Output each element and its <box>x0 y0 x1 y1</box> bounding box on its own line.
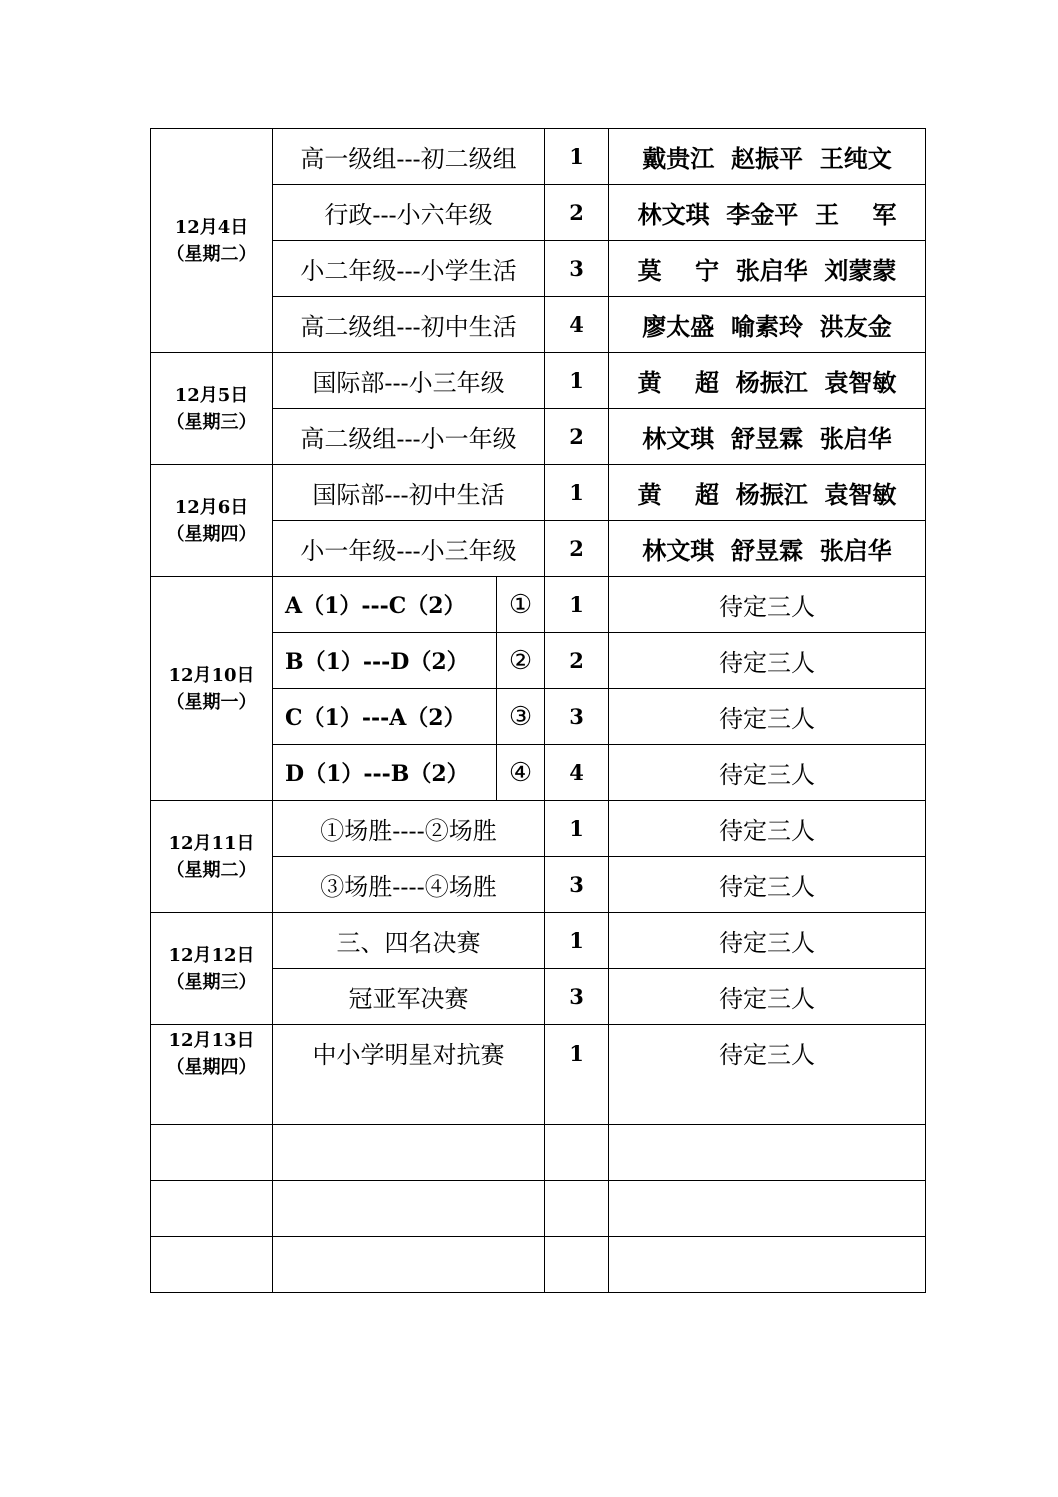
court-cell: 3 <box>545 241 609 297</box>
referees-cell: 黄 超 杨振江 袁智敏 <box>609 353 926 409</box>
match-cell: 国际部---小三年级 <box>273 353 545 409</box>
court-cell: 3 <box>545 969 609 1025</box>
blank-cell <box>545 1181 609 1237</box>
blank-cell <box>545 1125 609 1181</box>
date-label: 12月5日 <box>174 384 249 406</box>
match-cell: 三、四名决赛 <box>273 913 545 969</box>
referee-schedule-table <box>150 128 926 1293</box>
date-cell <box>151 353 273 465</box>
match-cell: 高一级组---初二级组 <box>273 129 545 185</box>
court-cell: 2 <box>545 521 609 577</box>
court-cell: 4 <box>545 745 609 801</box>
referees-cell: 莫 宁 张启华 刘蒙蒙 <box>609 241 926 297</box>
court-cell: 1 <box>545 1025 609 1125</box>
weekday-label: （星期三） <box>166 971 257 993</box>
date-cell <box>151 577 273 801</box>
table-row <box>151 129 926 185</box>
referees-cell: 待定三人 <box>609 801 926 857</box>
date-label: 12月10日 <box>168 664 255 686</box>
game-number-cell: ③ <box>497 689 545 745</box>
date-cell <box>151 913 273 1025</box>
date-cell <box>151 129 273 353</box>
table-row <box>151 913 926 969</box>
weekday-label: （星期一） <box>166 691 257 713</box>
match-cell: 中小学明星对抗赛 <box>273 1025 545 1125</box>
court-cell: 1 <box>545 353 609 409</box>
blank-cell <box>609 1237 926 1293</box>
court-cell: 4 <box>545 297 609 353</box>
date-cell <box>151 465 273 577</box>
match-cell: ③场胜----④场胜 <box>273 857 545 913</box>
court-cell: 1 <box>545 465 609 521</box>
match-cell: C（1）---A（2） <box>273 689 497 745</box>
table-row <box>151 801 926 857</box>
game-number-cell: ① <box>497 577 545 633</box>
court-cell: 1 <box>545 129 609 185</box>
match-cell: 高二级组---初中生活 <box>273 297 545 353</box>
blank-row <box>151 1237 926 1293</box>
referees-cell: 戴贵江 赵振平 王纯文 <box>609 129 926 185</box>
blank-cell <box>609 1125 926 1181</box>
court-cell: 2 <box>545 633 609 689</box>
game-number-cell: ④ <box>497 745 545 801</box>
referees-cell: 待定三人 <box>609 913 926 969</box>
referees-cell: 待定三人 <box>609 969 926 1025</box>
weekday-label: （星期四） <box>166 1057 257 1078</box>
date-label: 12月13日 <box>168 1030 255 1051</box>
referees-cell: 黄 超 杨振江 袁智敏 <box>609 465 926 521</box>
table-row <box>151 577 926 633</box>
court-cell: 1 <box>545 801 609 857</box>
date-cell <box>151 1025 273 1125</box>
match-cell: 国际部---初中生活 <box>273 465 545 521</box>
blank-cell <box>273 1125 545 1181</box>
date-cell <box>151 801 273 913</box>
blank-cell <box>151 1237 273 1293</box>
weekday-label: （星期二） <box>166 859 257 881</box>
court-cell: 1 <box>545 913 609 969</box>
match-cell: 行政---小六年级 <box>273 185 545 241</box>
court-cell: 1 <box>545 577 609 633</box>
referees-cell: 待定三人 <box>609 633 926 689</box>
weekday-label: （星期四） <box>166 523 257 545</box>
referees-cell: 待定三人 <box>609 689 926 745</box>
match-cell: D（1）---B（2） <box>273 745 497 801</box>
blank-cell <box>545 1237 609 1293</box>
match-cell: 小一年级---小三年级 <box>273 521 545 577</box>
weekday-label: （星期三） <box>166 411 257 433</box>
table-row <box>151 1025 926 1125</box>
court-cell: 3 <box>545 857 609 913</box>
match-cell: ①场胜----②场胜 <box>273 801 545 857</box>
weekday-label: （星期二） <box>166 243 257 265</box>
blank-cell <box>151 1125 273 1181</box>
date-label: 12月12日 <box>168 944 255 966</box>
match-cell: 高二级组---小一年级 <box>273 409 545 465</box>
blank-row <box>151 1125 926 1181</box>
date-label: 12月6日 <box>174 496 249 518</box>
referees-cell: 林文琪 舒昱霖 张启华 <box>609 521 926 577</box>
match-cell: A（1）---C（2） <box>273 577 497 633</box>
match-cell: B（1）---D（2） <box>273 633 497 689</box>
blank-cell <box>273 1237 545 1293</box>
match-cell: 小二年级---小学生活 <box>273 241 545 297</box>
table-row <box>151 465 926 521</box>
game-number-cell: ② <box>497 633 545 689</box>
court-cell: 2 <box>545 409 609 465</box>
court-cell: 2 <box>545 185 609 241</box>
court-cell: 3 <box>545 689 609 745</box>
blank-row <box>151 1181 926 1237</box>
referees-cell: 待定三人 <box>609 577 926 633</box>
match-cell: 冠亚军决赛 <box>273 969 545 1025</box>
date-label: 12月11日 <box>168 832 255 854</box>
referees-cell: 廖太盛 喻素玲 洪友金 <box>609 297 926 353</box>
referees-cell: 待定三人 <box>609 1025 926 1125</box>
referees-cell: 待定三人 <box>609 745 926 801</box>
blank-cell <box>609 1181 926 1237</box>
table-row <box>151 353 926 409</box>
referees-cell: 林文琪 李金平 王 军 <box>609 185 926 241</box>
referees-cell: 林文琪 舒昱霖 张启华 <box>609 409 926 465</box>
date-label: 12月4日 <box>174 216 249 238</box>
referees-cell: 待定三人 <box>609 857 926 913</box>
blank-cell <box>151 1181 273 1237</box>
blank-cell <box>273 1181 545 1237</box>
